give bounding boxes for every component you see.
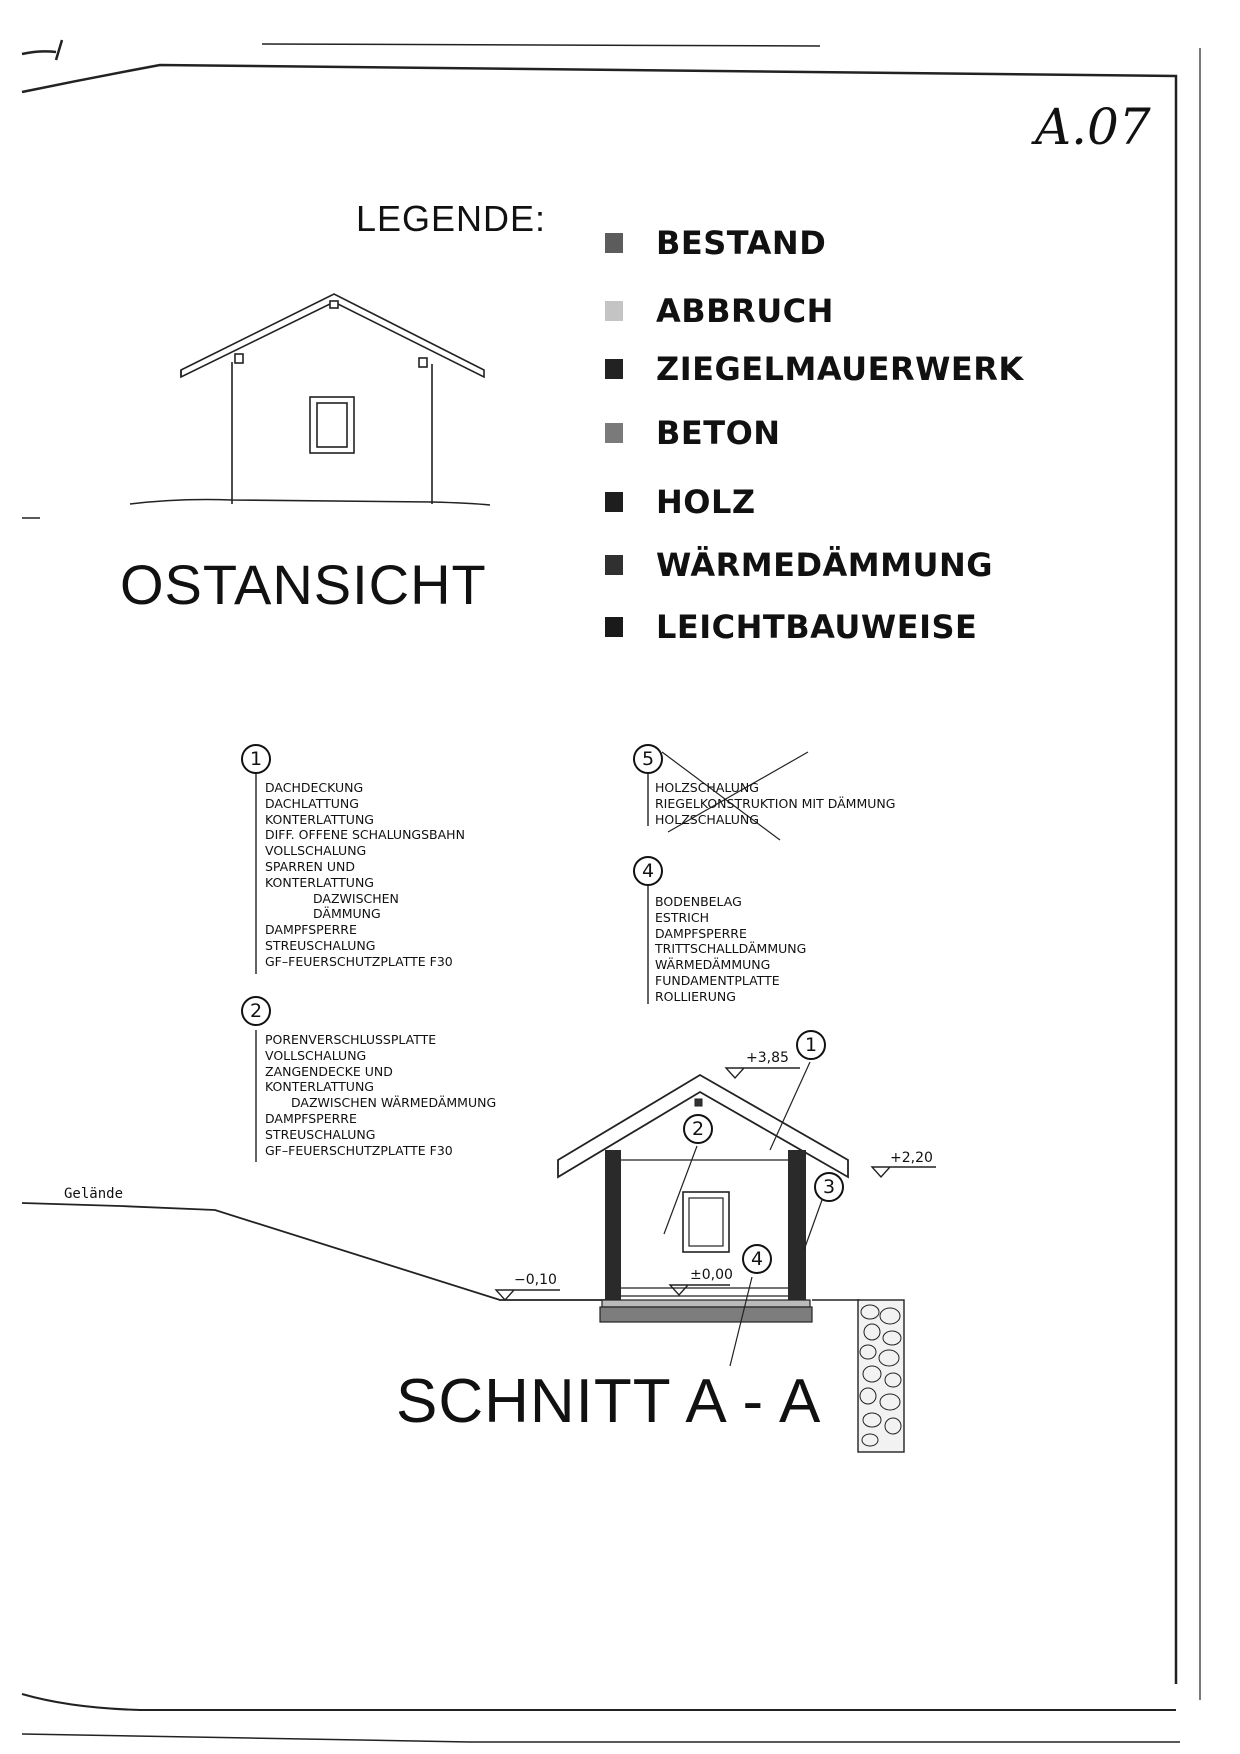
note-line: GF–FEUERSCHUTZPLATTE F30 <box>265 953 453 969</box>
note-line: DAZWISCHEN WÄRMEDÄMMUNG <box>291 1095 497 1111</box>
level-ridge: +3,85 <box>746 1050 789 1066</box>
marker-4: 4 <box>742 1244 772 1274</box>
note-line: PORENVERSCHLUSSPLATTE <box>265 1032 437 1047</box>
legend-item <box>605 292 834 330</box>
note-line: STREUSCHALUNG <box>265 937 376 953</box>
note-line: KONTERLATTUNG <box>265 1079 374 1095</box>
note-2-number: 2 <box>241 996 271 1026</box>
legend-item <box>605 483 756 521</box>
note-2-text <box>265 1032 496 1158</box>
legend-item <box>605 546 993 584</box>
note-line: VOLLSCHALUNG <box>265 1047 367 1063</box>
sheet-id: A.07 <box>1035 98 1151 156</box>
legend-swatch <box>605 423 623 443</box>
note-line: DAMPFSPERRE <box>265 922 357 938</box>
marker-3: 3 <box>814 1172 844 1202</box>
level-terrain: −0,10 <box>514 1272 557 1288</box>
note-line: BODENBELAG <box>655 894 742 909</box>
legend-label: ZIEGELMAUERWERK <box>656 350 1024 388</box>
note-line: HOLZSCHALUNG <box>655 811 759 827</box>
note-line: DIFF. OFFENE SCHALUNGSBAHN <box>265 827 465 843</box>
east-view-title: OSTANSICHT <box>120 553 487 616</box>
note-line: KONTERLATTUNG <box>265 874 374 890</box>
legend-swatch <box>605 233 623 253</box>
legend-item <box>605 608 977 646</box>
legend-label: WÄRMEDÄMMUNG <box>656 546 994 584</box>
note-5-text <box>655 780 895 827</box>
note-4-text <box>655 894 806 1005</box>
legend-swatch <box>605 359 623 379</box>
legend-swatch <box>605 617 623 637</box>
legend-item <box>605 224 826 262</box>
note-5-number: 5 <box>633 744 663 774</box>
note-line: GF–FEUERSCHUTZPLATTE F30 <box>265 1142 453 1158</box>
section-title: SCHNITT A - A <box>396 1367 822 1436</box>
legend-label: HOLZ <box>656 483 756 521</box>
legend-label: LEICHTBAUWEISE <box>656 608 978 646</box>
legend-item <box>605 350 1024 388</box>
note-line: DÄMMUNG <box>313 906 381 922</box>
marker-2: 2 <box>683 1114 713 1144</box>
legend-swatch <box>605 555 623 575</box>
east-elevation-drawing <box>130 294 490 505</box>
level-eave: +2,20 <box>890 1150 933 1166</box>
note-1-text <box>265 780 465 970</box>
legend-label: ABBRUCH <box>656 292 834 330</box>
note-line: DAMPFSPERRE <box>655 925 747 941</box>
legend-swatch <box>605 492 623 512</box>
note-line: DACHDECKUNG <box>265 780 364 795</box>
note-line: DAMPFSPERRE <box>265 1110 357 1126</box>
note-line: ZANGENDECKE UND <box>265 1063 393 1079</box>
marker-1: 1 <box>796 1030 826 1060</box>
note-4-number: 4 <box>633 856 663 886</box>
note-1-number: 1 <box>241 744 271 774</box>
note-line: ROLLIERUNG <box>655 988 736 1004</box>
legend-label: BESTAND <box>656 224 827 262</box>
note-line: TRITTSCHALLDÄMMUNG <box>655 941 807 957</box>
legend-item <box>605 414 781 452</box>
note-line: RIEGELKONSTRUKTION MIT DÄMMUNG <box>655 795 896 811</box>
note-line: VOLLSCHALUNG <box>265 843 367 859</box>
note-line: HOLZSCHALUNG <box>655 780 759 795</box>
note-line: WÄRMEDÄMMUNG <box>655 957 771 973</box>
note-line: SPARREN UND <box>265 858 355 874</box>
legend-title: LEGENDE: <box>356 198 547 239</box>
legend-swatch <box>605 301 623 321</box>
note-line: KONTERLATTUNG <box>265 811 374 827</box>
terrain-label: Gelände <box>64 1186 124 1202</box>
level-floor: ±0,00 <box>690 1267 733 1283</box>
note-line: FUNDAMENTPLATTE <box>655 972 780 988</box>
legend-label: BETON <box>656 414 781 452</box>
note-line: ESTRICH <box>655 909 709 925</box>
rubble-wall <box>858 1300 904 1452</box>
note-line: DAZWISCHEN <box>313 890 399 906</box>
note-line: DACHLATTUNG <box>265 795 359 811</box>
note-line: STREUSCHALUNG <box>265 1126 376 1142</box>
